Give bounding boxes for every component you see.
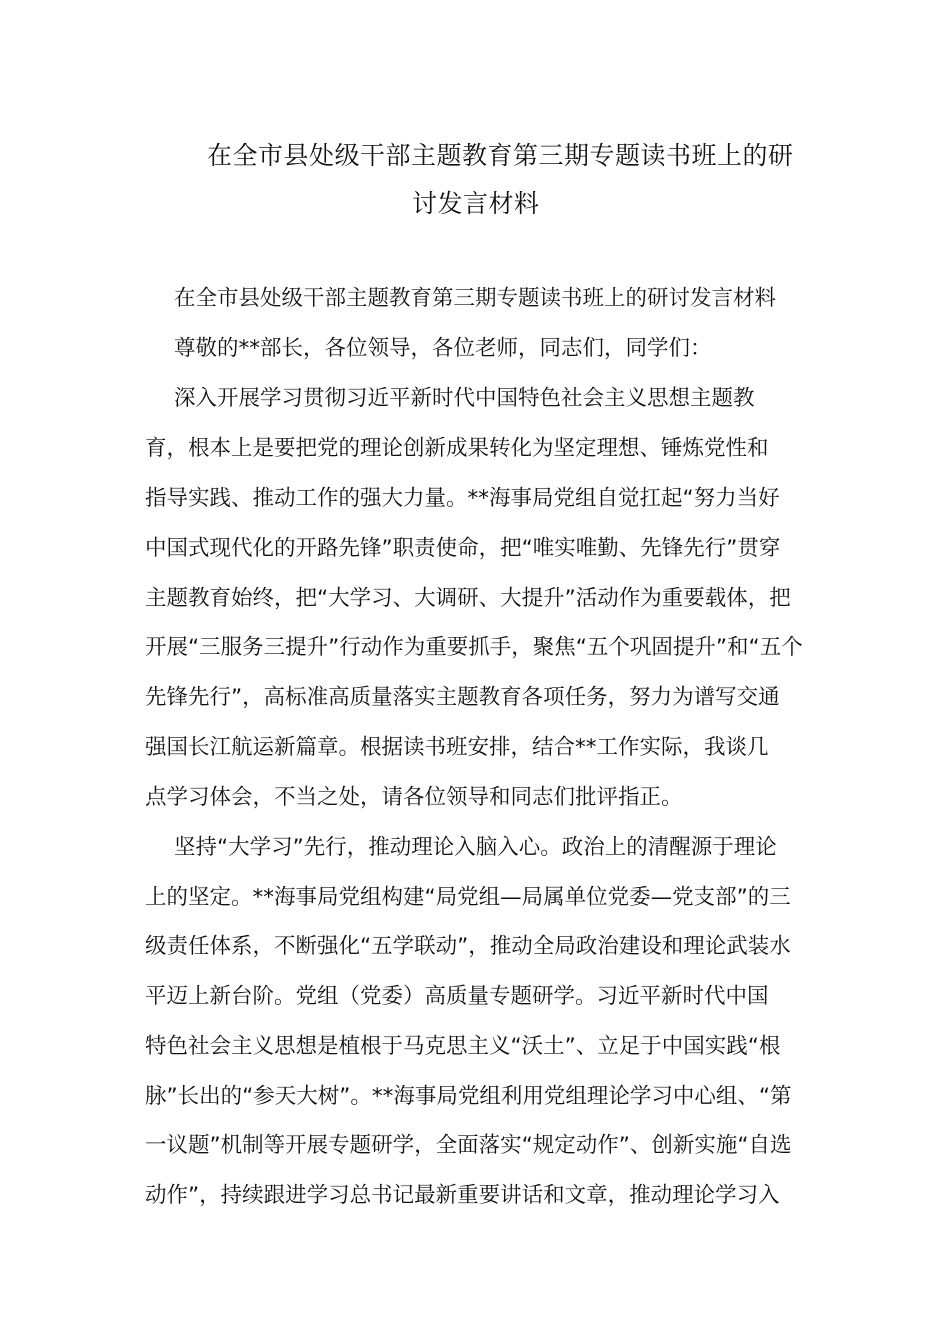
body-line: 育，根本上是要把党的理论创新成果转化为坚定理想、锤炼党性和 [145,436,769,461]
body-line: 脉”长出的“参天大树”。**海事局党组利用党组理论学习中心组、“第 [145,1084,792,1109]
subtitle-line: 在全市县处级干部主题教育第三期专题读书班上的研讨发言材料 [174,286,777,311]
body-line: 主题教育始终，把“大学习、大调研、大提升”活动作为重要载体，把 [145,586,791,611]
body-line: 中国式现代化的开路先锋”职责使命，把“唯实唯勤、先锋先行”贯穿 [145,536,781,561]
body-line: 一议题”机制等开展专题研学，全面落实“规定动作”、创新实施“自选 [145,1133,792,1158]
body-line: 开展“三服务三提升”行动作为重要抓手，聚焦“五个巩固提升”和“五个 [145,635,803,660]
body-line: 动作”，持续跟进学习总书记最新重要讲话和文章，推动理论学习入 [145,1183,780,1208]
body-line: 指导实践、推动工作的强大力量。**海事局党组自觉扛起“努力当好 [145,486,780,511]
body-line: 平迈上新台阶。党组（党委）高质量专题研学。习近平新时代中国 [145,984,769,1009]
body-line: 坚持“大学习”先行，推动理论入脑入心。政治上的清醒源于理论 [174,835,777,860]
body-line: 先锋先行”，高标准高质量落实主题教育各项任务，努力为谱写交通 [145,685,780,710]
body-line: 特色社会主义思想是植根于马克思主义“沃土”、立足于中国实践“根 [145,1034,781,1059]
document-title-line-2: 讨发言材料 [412,189,540,218]
salutation-line: 尊敬的**部长，各位领导，各位老师，同志们，同学们： [174,336,712,361]
body-line: 强国长江航运新篇章。根据读书班安排，结合**工作实际，我谈几 [145,735,769,760]
body-line: 点学习体会，不当之处，请各位领导和同志们批评指正。 [145,785,683,810]
body-line: 深入开展学习贯彻习近平新时代中国特色社会主义思想主题教 [174,386,755,411]
body-line: 级责任体系，不断强化“五学联动”，推动全局政治建设和理论武装水 [145,934,791,959]
document-title-line-1: 在全市县处级干部主题教育第三期专题读书班上的研 [207,141,794,170]
body-line: 上的坚定。**海事局党组构建“局党组—局属单位党委—党支部”的三 [145,885,791,910]
